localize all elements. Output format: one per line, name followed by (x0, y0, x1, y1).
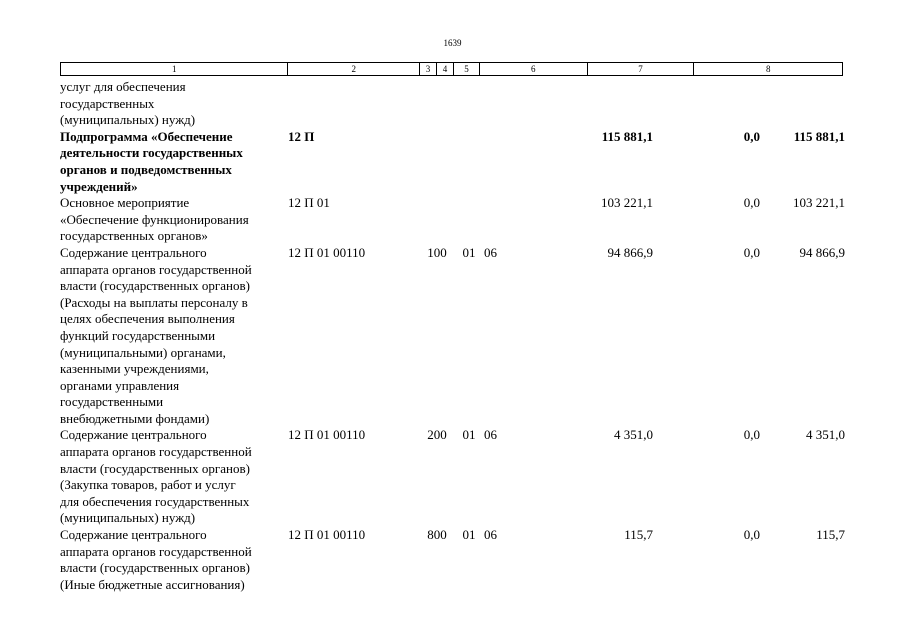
row-name (60, 195, 288, 245)
section-code: 01 (462, 244, 476, 260)
table-header (60, 62, 843, 76)
amount-col-7: 0,0 (743, 128, 760, 144)
row-name-line: государственными (60, 394, 164, 410)
row-name-line: Содержание центрального (60, 427, 207, 443)
amount-col-6: 94 866,9 (607, 244, 653, 260)
row-name-line: (Закупка товаров, работ и услуг (60, 477, 236, 493)
row-name-line: (муниципальных) нужд) (60, 510, 196, 526)
row-name-line: услуг для обеспечения (60, 79, 186, 94)
row-name-line: целях обеспечения выполнения (60, 311, 235, 327)
amount-col-7: 0,0 (743, 427, 760, 443)
row-name-line: (Иные бюджетные ассигнования) (60, 576, 245, 592)
header-col-6: 6 (480, 63, 588, 75)
row-name-line: власти (государственных органов) (60, 560, 250, 576)
section-code: 01 (462, 527, 476, 543)
row-name (60, 527, 288, 593)
target-article-code: 12 П 01 (288, 195, 330, 211)
row-name-line: государственных органов» (60, 228, 208, 244)
row-name-line: аппарата органов государственной (60, 444, 252, 460)
row-name-line: (муниципальных) нужд) (60, 112, 196, 128)
table-row (60, 79, 845, 129)
expense-type-code: 200 (427, 427, 447, 443)
row-name (60, 427, 288, 527)
header-col-2: 2 (288, 63, 420, 75)
amount-col-8: 115 881,1 (793, 128, 845, 144)
row-name-line: функций государственными (60, 327, 216, 343)
row-name (60, 129, 288, 195)
row-name-line: (Расходы на выплаты персоналу в (60, 294, 248, 310)
amount-col-6: 115,7 (624, 527, 653, 543)
table-row (60, 427, 845, 527)
table-body (60, 79, 845, 593)
expense-type-code: 800 (427, 527, 447, 543)
row-name-line: органами управления (60, 377, 180, 393)
amount-col-6: 115 881,1 (601, 128, 653, 144)
amount-col-8: 115,7 (816, 527, 845, 543)
header-col-1: 1 (61, 63, 288, 75)
header-col-3: 3 (420, 63, 437, 75)
amount-col-8: 103 221,1 (793, 195, 845, 211)
table-row (60, 195, 845, 245)
row-name-line: деятельности государственных (60, 145, 243, 161)
section-code: 01 (462, 427, 476, 443)
row-name-line: власти (государственных органов) (60, 278, 250, 294)
amount-col-6: 103 221,1 (601, 195, 653, 211)
row-name-line: власти (государственных органов) (60, 460, 250, 476)
amount-col-8: 94 866,9 (799, 244, 845, 260)
table-row (60, 527, 845, 593)
target-article-code: 12 П 01 00110 (288, 244, 366, 260)
header-col-5: 5 (454, 63, 480, 75)
row-name-line: аппарата органов государственной (60, 261, 252, 277)
amount-col-6: 4 351,0 (614, 427, 653, 443)
target-article-code: 12 П (288, 128, 315, 144)
row-name-line: Подпрограмма «Обеспечение (60, 128, 233, 144)
row-name (60, 245, 288, 428)
subsection-code: 06 (484, 427, 497, 443)
row-name-line: аппарата органов государственной (60, 543, 252, 559)
header-col-8: 8 (765, 64, 771, 74)
row-name-line: государственных (60, 95, 155, 111)
target-article-code: 12 П 01 00110 (288, 427, 366, 443)
row-name-line: для обеспечения государственных (60, 493, 250, 509)
header-col-4: 4 (437, 63, 454, 75)
header-col-7: 7 (588, 63, 695, 75)
amount-col-7: 0,0 (743, 244, 760, 260)
row-name-line: Содержание центрального (60, 527, 207, 543)
row-name-line: Основное мероприятие (60, 195, 190, 211)
row-name-line: (муниципальными) органами, (60, 344, 226, 360)
table-row (60, 245, 845, 428)
row-name-line: внебюджетными фондами) (60, 410, 210, 426)
target-article-code: 12 П 01 00110 (288, 527, 366, 543)
amount-col-7: 0,0 (743, 195, 760, 211)
row-name-line: Содержание центрального (60, 244, 207, 260)
amount-col-8: 4 351,0 (806, 427, 845, 443)
row-name-line: казенными учреждениями, (60, 361, 209, 377)
expense-type-code: 100 (427, 244, 447, 260)
table-row (60, 129, 845, 195)
subsection-code: 06 (484, 527, 497, 543)
page-number: 1639 (443, 38, 462, 48)
row-name-line: органов и подведомственных (60, 161, 232, 177)
row-name (60, 79, 288, 129)
row-name-line: «Обеспечение функционирования (60, 211, 249, 227)
subsection-code: 06 (484, 244, 497, 260)
row-name-line: учреждений» (60, 178, 138, 194)
amount-col-7: 0,0 (743, 527, 760, 543)
